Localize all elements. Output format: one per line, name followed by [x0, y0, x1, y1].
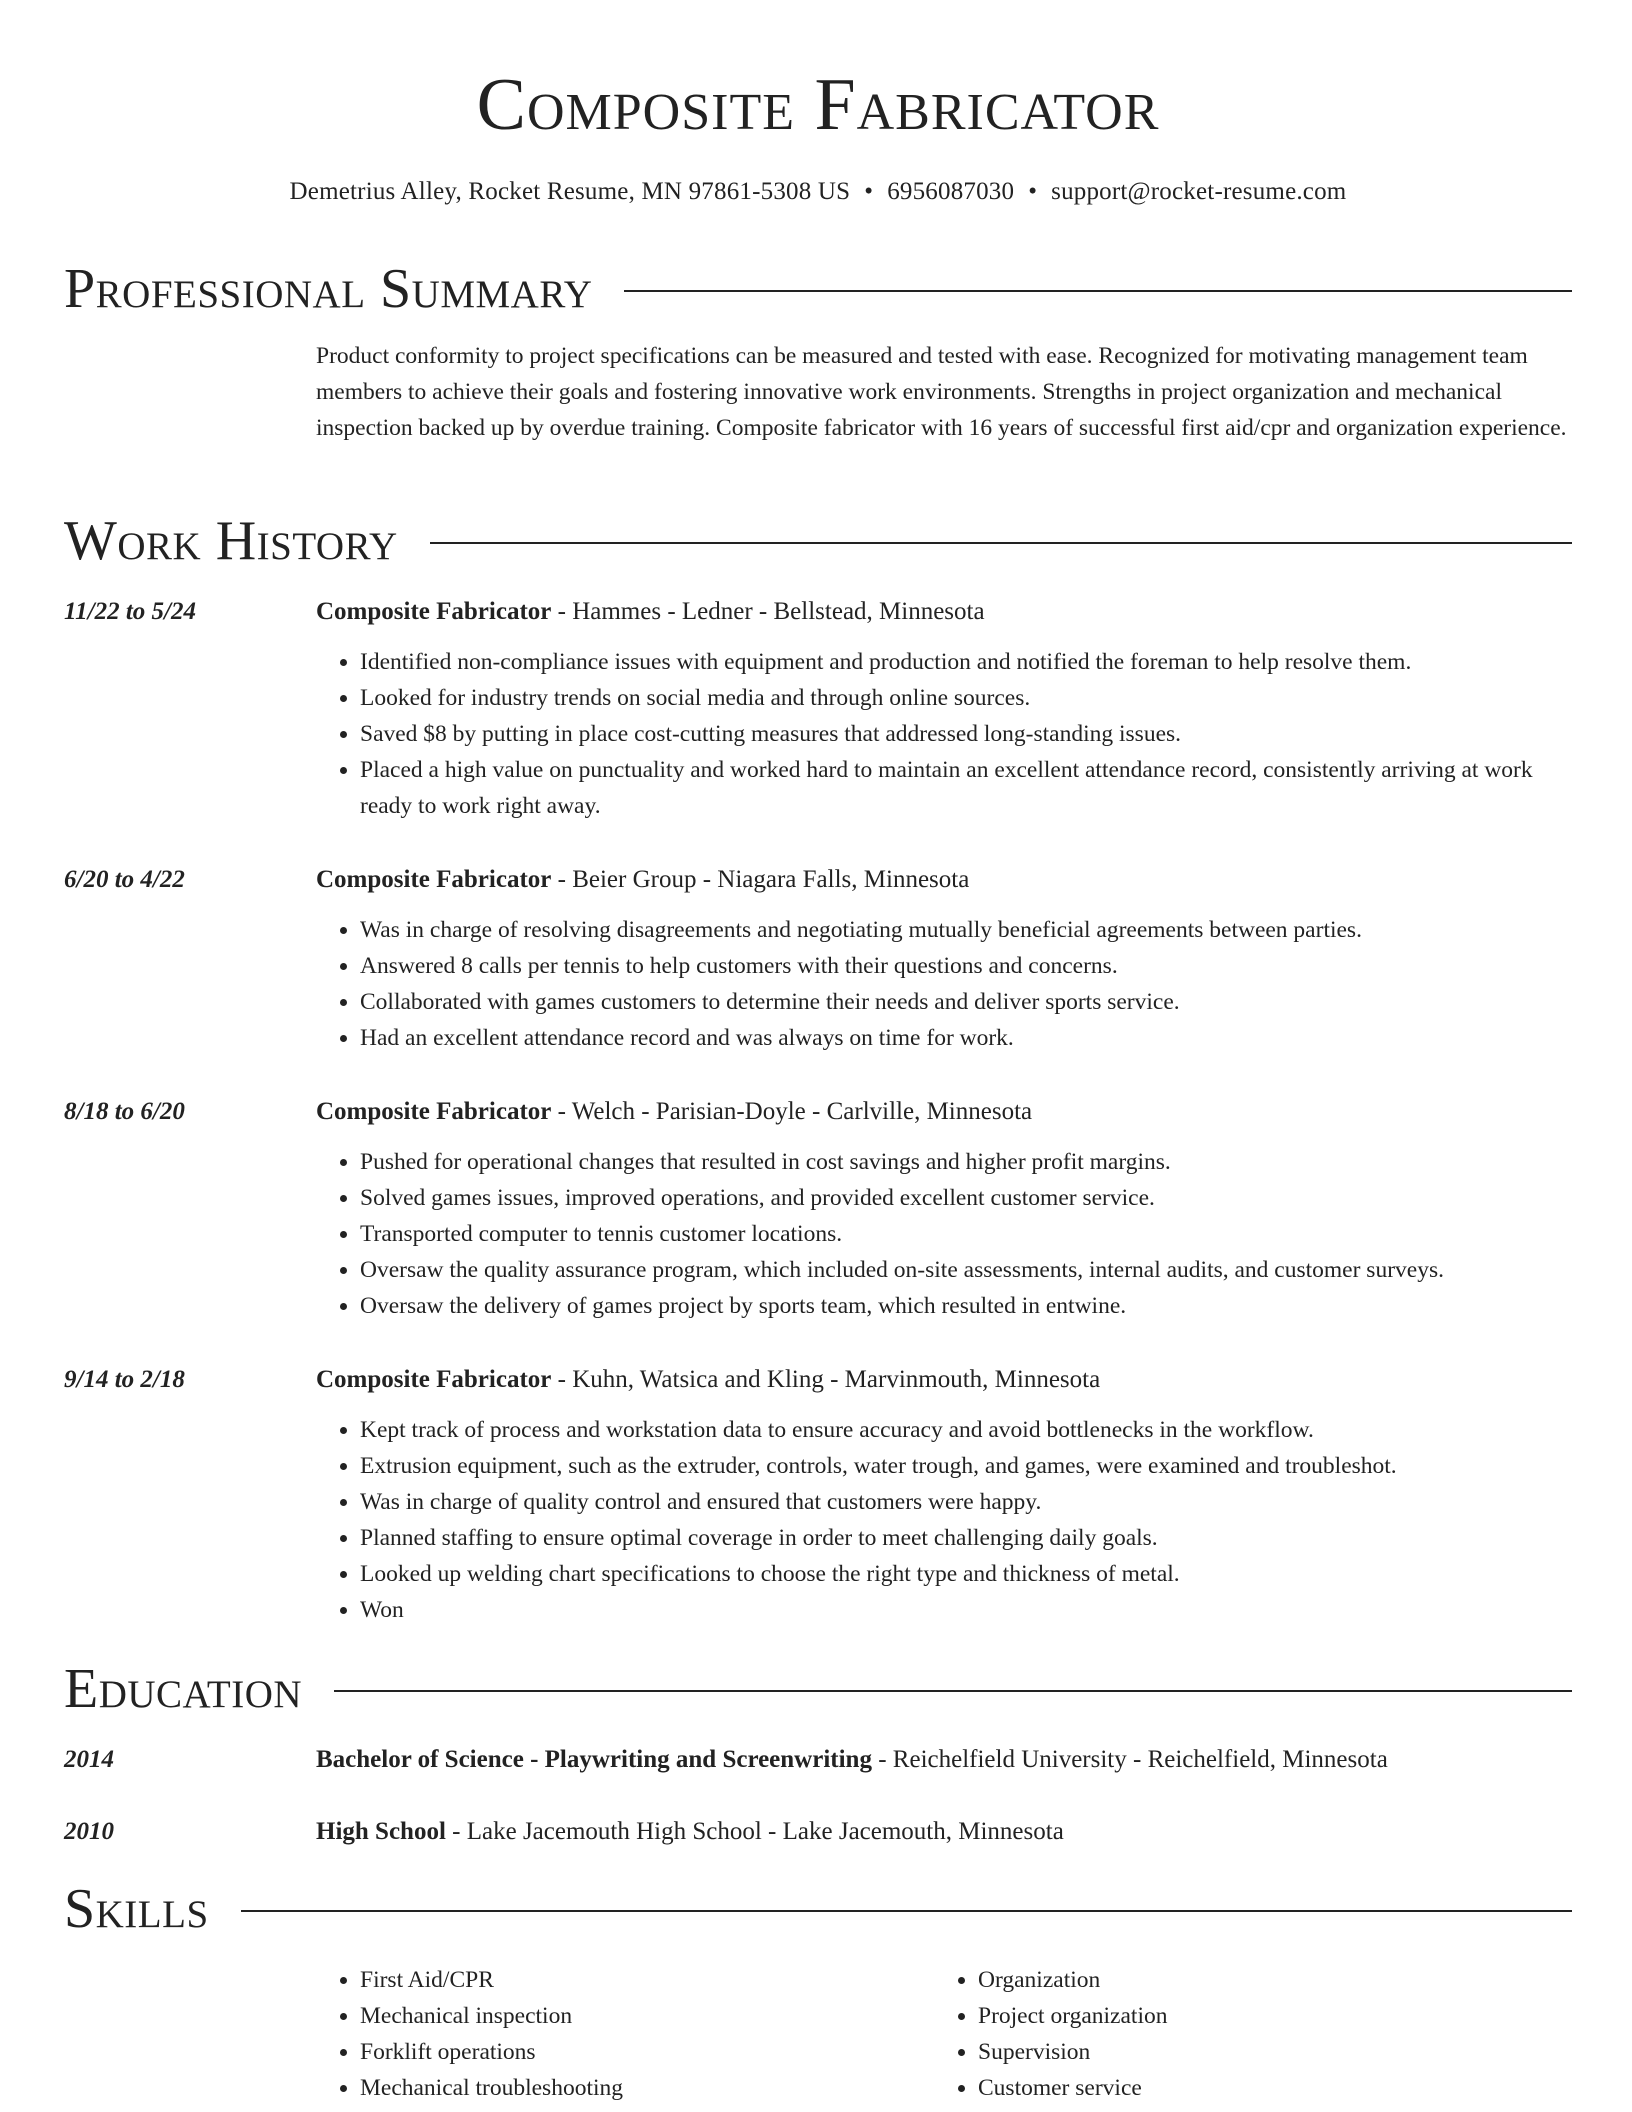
contact-address: Demetrius Alley, Rocket Resume, MN 97861-5308 US — [289, 178, 851, 205]
section-divider — [241, 1910, 1572, 1912]
list-item: • Transported computer to tennis customer locations. — [360, 1216, 1572, 1252]
job-title: Composite Fabricator — [316, 1366, 552, 1393]
list-item: • Was in charge of resolving disagreements and negotiating mutually beneficial agreements between parties. — [360, 912, 1572, 948]
work-title-line — [316, 862, 1572, 898]
section-divider — [334, 1690, 1572, 1692]
list-item: • Solved games issues, improved operations, and provided excellent customer service. — [360, 1180, 1572, 1216]
list-item: • Looked up welding chart specifications to choose the right type and thickness of metal. — [360, 1556, 1572, 1592]
work-dates: 11/22 to 5/24 — [64, 598, 196, 625]
list-item: • Extrusion equipment, such as the extruder, controls, water trough, and games, were examined and troubleshot. — [360, 1448, 1572, 1484]
job-details: - Kuhn, Watsica and Kling - Marvinmouth, Minnesota — [551, 1366, 1101, 1393]
work-title-line — [316, 1362, 1572, 1398]
degree-name: Bachelor of Science - Playwriting and Screenwriting — [316, 1746, 872, 1773]
work-bullets — [316, 1412, 1572, 1628]
list-item: • Placed a high value on punctuality and worked hard to maintain an excellent attendance record, consistently arriving at work ready to work right away. — [360, 752, 1572, 824]
work-title-line — [316, 1094, 1572, 1130]
job-details: - Hammes - Ledner - Bellstead, Minnesota — [551, 598, 985, 625]
section-title-summary: Professional Summary — [64, 258, 593, 320]
work-dates: 9/14 to 2/18 — [64, 1366, 185, 1393]
job-title: Composite Fabricator — [316, 1098, 552, 1125]
contact-separator: • — [1028, 178, 1038, 205]
section-divider — [430, 542, 1572, 544]
work-bullets — [316, 644, 1572, 824]
work-bullets — [316, 912, 1572, 1056]
section-divider — [624, 290, 1572, 292]
list-item: • Was in charge of quality control and ensured that customers were happy. — [360, 1484, 1572, 1520]
section-title-skills: Skills — [64, 1878, 209, 1940]
school-details: - Reichelfield University - Reichelfield, Minnesota — [871, 1746, 1388, 1773]
work-dates: 6/20 to 4/22 — [64, 866, 185, 893]
education-year: 2014 — [64, 1746, 114, 1773]
list-item: • Oversaw the delivery of games project by sports team, which resulted in entwine. — [360, 1288, 1572, 1324]
summary-text: Product conformity to project specifications can be measured and tested with ease. Recognized for motivating management team members to achieve their goals and fostering innovative work environments. Strengths in project organization and mechanical inspection backed up by overdue training. Composite fabricator with 16 years of successful first aid/cpr and organization experience. — [316, 343, 1567, 441]
contact-line — [64, 172, 1572, 212]
list-item: • Identified non-compliance issues with equipment and production and notified the foreman to help resolve them. — [360, 644, 1572, 680]
skill-item: • Supervision — [978, 2034, 1552, 2070]
skill-item: • Customer service — [978, 2070, 1552, 2106]
list-item: • Looked for industry trends on social media and through online sources. — [360, 680, 1572, 716]
candidate-name: Composite Fabricator — [476, 64, 1160, 146]
list-item: • Pushed for operational changes that resulted in cost savings and higher profit margins. — [360, 1144, 1572, 1180]
education-title-line — [316, 1814, 1572, 1850]
education-year: 2010 — [64, 1818, 114, 1845]
skill-item: • Mechanical inspection — [360, 1998, 934, 2034]
skill-item: • Forklift operations — [360, 2034, 934, 2070]
job-details: - Beier Group - Niagara Falls, Minnesota — [551, 866, 970, 893]
contact-phone: 6956087030 — [887, 178, 1015, 205]
skill-item: • Mechanical troubleshooting — [360, 2070, 934, 2106]
list-item: • Answered 8 calls per tennis to help customers with their questions and concerns. — [360, 948, 1572, 984]
section-header-education — [64, 1654, 1572, 1724]
section-title-work: Work History — [64, 510, 398, 572]
work-dates: 8/18 to 6/20 — [64, 1098, 185, 1125]
contact-email[interactable]: support@rocket-resume.com — [1051, 178, 1347, 205]
school-details: - Lake Jacemouth High School - Lake Jacemouth, Minnesota — [445, 1818, 1064, 1845]
list-item: • Planned staffing to ensure optimal coverage in order to meet challenging daily goals. — [360, 1520, 1572, 1556]
skill-item: • First Aid/CPR — [360, 1962, 934, 1998]
job-details: - Welch - Parisian-Doyle - Carlville, Minnesota — [551, 1098, 1033, 1125]
job-title: Composite Fabricator — [316, 598, 552, 625]
contact-separator: • — [864, 178, 874, 205]
list-item: • Saved $8 by putting in place cost-cutting measures that addressed long-standing issues. — [360, 716, 1572, 752]
section-header-skills — [64, 1874, 1572, 1944]
work-bullets — [316, 1144, 1572, 1324]
education-title-line — [316, 1742, 1572, 1778]
skill-item: • Organization — [978, 1962, 1552, 1998]
section-header-work — [64, 506, 1572, 576]
skills-column-left — [316, 1962, 934, 2106]
degree-name: High School — [316, 1818, 446, 1845]
skill-item: • Project organization — [978, 1998, 1552, 2034]
skills-list — [316, 1962, 1572, 2106]
section-title-education: Education — [64, 1658, 303, 1720]
work-title-line — [316, 594, 1572, 630]
list-item: • Won — [360, 1592, 1572, 1628]
list-item: • Had an excellent attendance record and was always on time for work. — [360, 1020, 1572, 1056]
list-item: • Collaborated with games customers to determine their needs and deliver sports service. — [360, 984, 1572, 1020]
list-item: • Kept track of process and workstation data to ensure accuracy and avoid bottlenecks in the workflow. — [360, 1412, 1572, 1448]
section-header-summary — [64, 254, 1572, 324]
job-title: Composite Fabricator — [316, 866, 552, 893]
list-item: • Oversaw the quality assurance program, which included on-site assessments, internal audits, and customer surveys. — [360, 1252, 1572, 1288]
skills-column-right — [934, 1962, 1552, 2106]
